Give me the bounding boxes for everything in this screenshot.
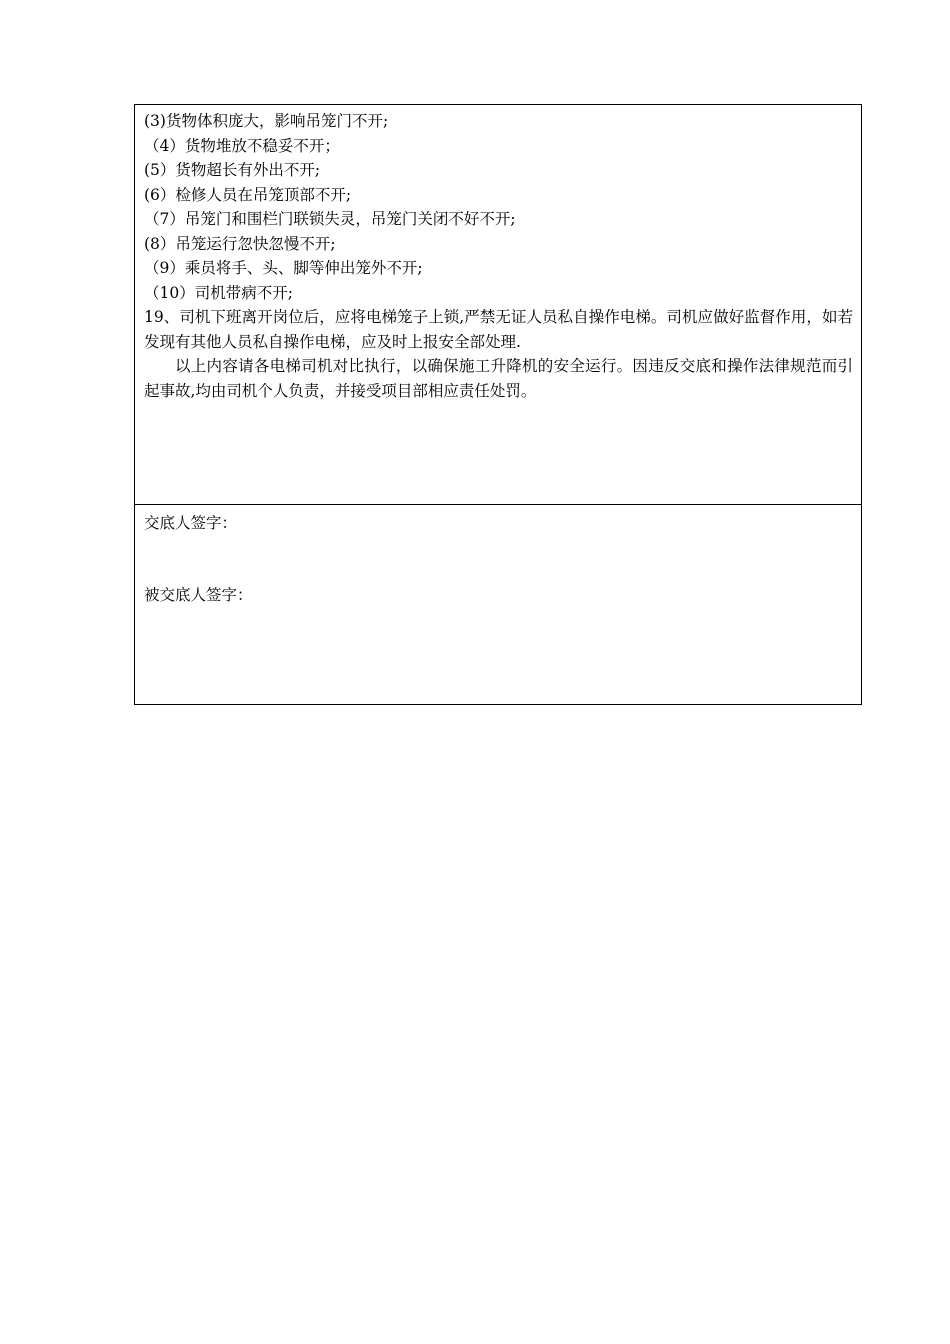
paragraph-19: 19、司机下班离开岗位后，应将电梯笼子上锁,严禁无证人员私自操作电梯。司机应做好监督作用，如若发现有其他人员私自操作电梯，应及时上报安全部处理. xyxy=(144,308,853,351)
discloser-signature-space xyxy=(144,535,853,583)
content-cell xyxy=(135,105,861,505)
list-item: （7）吊笼门和围栏门联锁失灵，吊笼门关闭不好不开; xyxy=(144,210,516,228)
discloser-signature-label: 交底人签字： xyxy=(144,514,238,532)
list-item: (8）吊笼运行忽快忽慢不开; xyxy=(144,234,336,253)
list-item: (5）货物超长有外出不开; xyxy=(144,161,321,179)
list-item: (3)货物体积庞大，影响吊笼门不开; xyxy=(144,112,389,130)
list-item: (6）检修人员在吊笼顶部不开; xyxy=(144,185,352,204)
list-item: （9）乘员将手、头、脚等伸出笼外不开; xyxy=(144,259,423,277)
disclosure-table xyxy=(134,104,862,705)
list-item: （10）司机带病不开; xyxy=(144,283,293,302)
closing-paragraph: 以上内容请各电梯司机对比执行，以确保施工升降机的安全运行。因违反交底和操作法律规范而引起事故,均由司机个人负责，并接受项目部相应责任处罚。 xyxy=(144,357,853,400)
signature-cell xyxy=(135,505,861,704)
recipient-signature-label: 被交底人签字： xyxy=(144,586,253,604)
list-item: （4）货物堆放不稳妥不开； xyxy=(144,136,340,155)
